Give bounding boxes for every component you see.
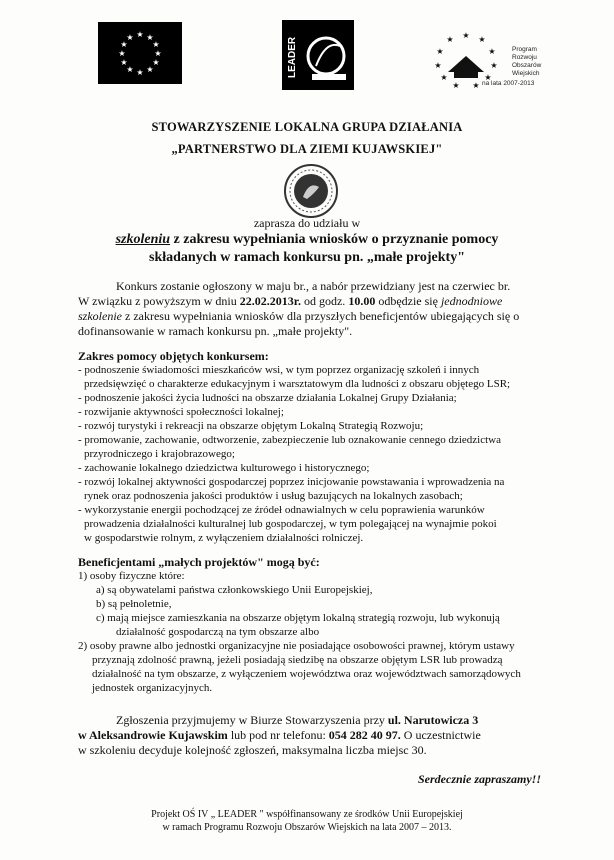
prow-line: Rozwoju [512,54,537,61]
beneficiary-line: b) są pełnoletnie, [96,598,172,610]
svg-text:★: ★ [478,35,486,44]
leader-logo [282,20,354,90]
scope-line: - podnoszenie świadomości mieszkańców wsi, w tym poprzez organizację szkoleń i innych [78,364,480,376]
prow-program-text [512,46,541,78]
beneficiary-line: działalność na tym obszarze, z wyłączeniem województwa oraz województwach samorządowych [92,668,521,680]
svg-text:★: ★ [136,30,144,39]
contact-line [116,713,478,727]
svg-text:★: ★ [154,49,162,58]
beneficiary-line: przyznają zdolność prawną, jeżeli posiadają siedzibę na obszarze objętym LSR lub prowadzą [92,654,503,666]
scope-line: - rozwijanie aktywności społeczności lokalnej; [78,406,284,418]
scope-line: - wykorzystanie energii pochodzącej ze źródeł odnawialnych w celu poprawienia warunków [78,504,485,516]
training-time: 10.00 [348,294,376,308]
scope-line: przyrodniczego i krajobrazowego; [84,448,235,460]
org-name-line2: „PARTNERSTWO DLA ZIEMI KUJAWSKIEJ" [171,142,443,156]
footer-line: Projekt OŚ IV „ LEADER " współfinansowany ze środków Unii Europejskiej [151,809,463,820]
training-word: szkoleniu [115,232,171,247]
svg-text:★: ★ [152,40,160,49]
invite-training-line [0,232,614,248]
beneficiary-line: działalność gospodarczą na tym obszarze albo [116,626,320,638]
prow-line: Wiejskich [512,70,540,77]
prow-years: na lata 2007-2013 [482,80,535,87]
scope-line: - podnoszenie jakości życia ludności na obszarze działania Lokalnej Grupy Działania; [78,392,457,404]
scope-line: - rozwój lokalnej aktywności gospodarczej poprzez inicjowanie powstawania i wprowadzenia na [78,476,505,488]
intro-text: szkolenie [78,309,122,323]
office-address: ul. Narutowicza 3 [387,713,479,727]
contact-line [78,728,481,742]
intro-text: jednodniowe [440,294,503,308]
training-rest: z zakresu wypełniania wniosków o przyznanie pomocy [170,232,499,247]
svg-text:★: ★ [484,73,492,82]
svg-text:★: ★ [452,81,460,90]
beneficiaries-heading: Beneficjentami „małych projektów" mogą być: [78,555,320,569]
scope-line: prowadzenia działalności kulturalnej lub gospodarczej, w tym polegającej na wynajmie pokoi [84,518,497,530]
office-city: w Aleksandrowie Kujawskim [78,728,228,742]
svg-text:★: ★ [488,47,496,56]
contact-line: w szkoleniu decyduje kolejność zgłoszeń, maksymalna liczba miejsc 30. [78,743,427,757]
beneficiary-line: jednostek organizacyjnych. [92,682,213,694]
phone-number: 054 282 40 97. [328,728,401,742]
intro-text: odbędzie się [375,294,441,308]
scope-line: przedsięwzięć o charakterze edukacyjnym i warsztatowym dla ludności z obszaru objętego LSR; [84,378,511,390]
svg-text:★: ★ [490,61,498,70]
invite-contest-line: składanych w ramach konkursu pn. „małe projekty" [149,250,465,265]
intro-text: z zakresu wypełniania wniosków dla przyszłych beneficjentów ubiegających się o [122,309,520,323]
org-name-line1: STOWARZYSZENIE LOKALNA GRUPA DZIAŁANIA [151,120,463,134]
svg-text:★: ★ [440,73,448,82]
beneficiary-line: c) mają miejsce zamieszkania na obszarze objętym lokalną strategią rozwoju, lub wykonują [96,612,500,624]
svg-text:★: ★ [436,47,444,56]
leader-logo-text: LEADER [287,36,298,78]
scope-line: - promowanie, zachowanie, odtworzenie, zabezpieczenie lub oznakowanie cennego dziedzictwa [78,434,501,446]
svg-text:★: ★ [120,58,128,67]
scope-line: - zachowanie lokalnego dziedzictwa kulturowego i historycznego; [78,462,370,474]
prow-line: Obszarów [512,62,542,69]
scope-heading: Zakres pomocy objętych konkursem: [78,349,269,363]
intro-line [78,309,519,323]
intro-line: dofinansowanie w ramach konkursu pn. „małe projekty". [78,324,353,338]
svg-text:★: ★ [462,31,470,40]
organization-seal-stamp [283,163,339,219]
svg-text:★: ★ [146,65,154,74]
scope-line: - rozwój turystyki i rekreacji na obszarze objętym Lokalną Strategią Rozwoju; [78,420,424,432]
contact-text: lub pod nr telefonu: [227,728,329,742]
scope-line: w gospodarstwie rolnym, z wyłączeniem działalności rolniczej. [84,532,364,544]
svg-text:★: ★ [136,68,144,77]
beneficiary-line: 2) osoby prawne albo jednostki organizacyjne nie posiadające osobowości prawnej, którym ustawy [78,640,515,652]
svg-text:★: ★ [146,33,154,42]
svg-text:★: ★ [118,49,126,58]
beneficiary-line: 1) osoby fizyczne które: [78,570,185,582]
svg-text:★: ★ [120,40,128,49]
training-date: 22.02.2013r. [239,294,301,308]
svg-text:★: ★ [434,61,442,70]
footer-line: w ramach Programu Rozwoju Obszarów Wiejskich na lata 2007 – 2013. [162,822,452,833]
scope-line: rynek oraz podnoszenia jakości produktów i usług bazujących na lokalnych zasobach; [84,490,463,502]
intro-text: od godz. [300,294,349,308]
contact-text: Zgłoszenia przyjmujemy w Biurze Stowarzyszenia przy [116,713,388,727]
intro-text: W związku z powyższym w dniu [78,294,240,308]
svg-text:★: ★ [126,33,134,42]
contact-text: O uczestnictwie [400,728,481,742]
invite-line: zaprasza do udziału w [253,216,361,230]
svg-text:★: ★ [126,65,134,74]
svg-text:★: ★ [446,35,454,44]
eu-flag-logo [98,22,182,84]
closing-invitation: Serdecznie zapraszamy!! [418,772,542,786]
intro-line [78,294,554,308]
intro-line: Konkurs zostanie ogłoszony w maju br., a nabór przewidziany jest na czerwiec br. [116,279,511,293]
svg-text:★: ★ [472,81,480,90]
beneficiary-line: a) są obywatelami państwa członkowskiego Unii Europejskiej, [96,584,373,596]
svg-text:★: ★ [152,58,160,67]
prow-line: Program [512,46,537,53]
